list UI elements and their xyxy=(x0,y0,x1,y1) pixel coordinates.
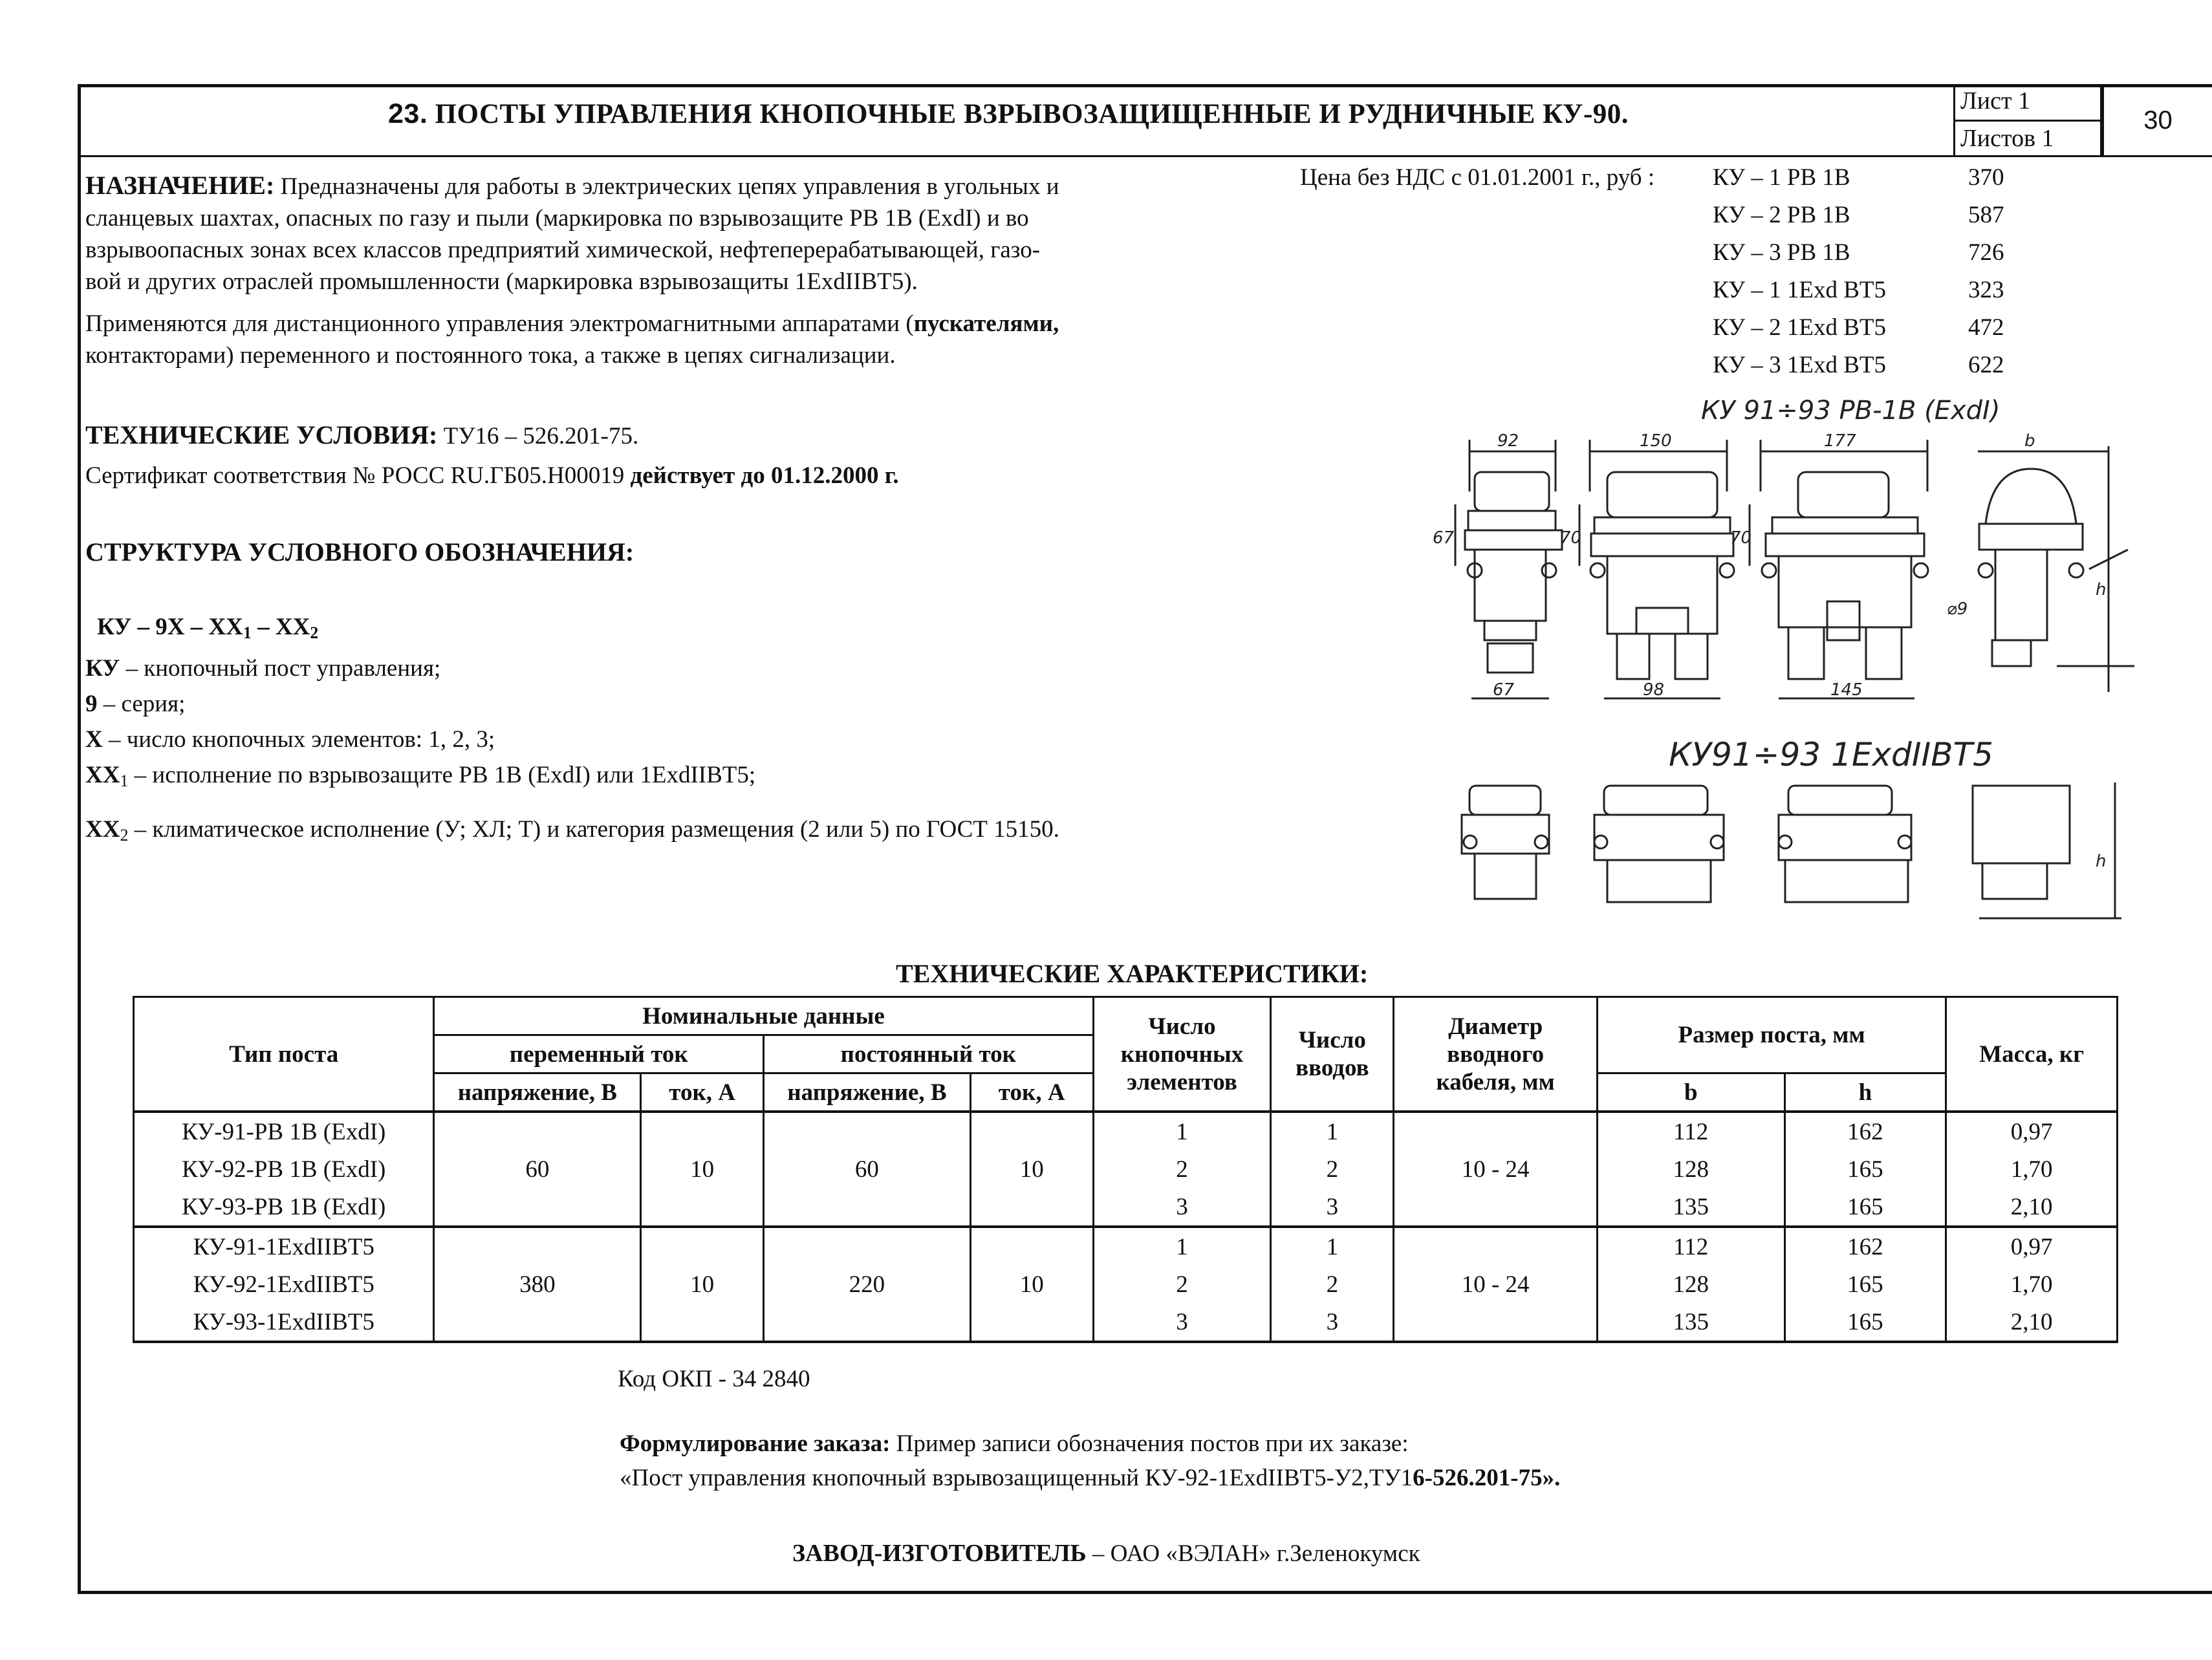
purpose-block xyxy=(85,169,1250,371)
dim-label: 92 xyxy=(1497,431,1519,451)
col-header-ac-voltage: напряжение, В xyxy=(434,1073,641,1112)
okp-code: Код ОКП - 34 2840 xyxy=(618,1366,810,1392)
specs-table xyxy=(133,996,2118,1343)
dim-label: 67 xyxy=(1493,680,1515,700)
col-header-ac-current: ток, А xyxy=(641,1073,764,1112)
col-header-buttons: Число кнопочных элементов xyxy=(1093,997,1271,1112)
col-header-inputs: Число вводов xyxy=(1271,997,1394,1112)
tech-conditions-label: ТЕХНИЧЕСКИЕ УСЛОВИЯ: xyxy=(85,420,438,449)
section-number: 23. xyxy=(388,98,428,129)
structure-heading: СТРУКТУРА УСЛОВНОГО ОБОЗНАЧЕНИЯ: xyxy=(85,537,634,566)
table-row: КУ-91-РВ 1В (ExdI) 60 10 60 10 1 1 10 - 24 112 162 0,97 xyxy=(134,1112,2118,1150)
order-block xyxy=(620,1428,1560,1494)
structure-item: $ХХ_2$ – климатическое исполнение (У; ХЛ; Т) и категория размещения (2 или 5) по ГОСТ 15150. xyxy=(85,816,1059,845)
price-item-name: КУ – 1 1Exd BT5 xyxy=(1713,277,1887,303)
manufacturer-label: ЗАВОД-ИЗГОТОВИТЕЛЬ xyxy=(792,1540,1087,1567)
manufacturer xyxy=(792,1538,1420,1569)
col-header-mass: Масса, кг xyxy=(1946,997,2118,1112)
price-item-value: 726 xyxy=(1968,239,2004,266)
purpose-line-2: сланцевых шахтах, опасных по газу и пыли (маркировка по взрывозащите РВ 1В (ExdI) и во xyxy=(85,205,1029,232)
table-row: КУ-91-1ExdIIBT5 380 10 220 10 1 1 10 - 24 112 162 0,97 xyxy=(134,1227,2118,1266)
dim-label: b xyxy=(2024,431,2035,451)
col-header-nominal: Номинальные данные xyxy=(434,997,1093,1035)
price-label: Цена без НДС с 01.01.2001 г., руб : xyxy=(1300,164,1655,191)
col-header-size: Размер поста, мм xyxy=(1597,997,1946,1073)
col-header-dc-voltage: напряжение, В xyxy=(764,1073,971,1112)
page-number: 30 xyxy=(2102,84,2212,157)
price-item-name: КУ – 1 РВ 1В xyxy=(1713,164,1850,191)
price-item-name: КУ – 2 РВ 1В xyxy=(1713,202,1850,228)
col-header-cable: Диаметр вводного кабеля, мм xyxy=(1394,997,1598,1112)
col-header-type: Тип поста xyxy=(134,997,434,1112)
dim-label: 150 xyxy=(1640,431,1672,451)
purpose-line-1: Предназначены для работы в электрических цепях управления в угольных и xyxy=(280,173,1059,200)
price-item-value: 370 xyxy=(1968,164,2004,191)
table-row: КУ-92-1ExdIIBT5 2 2 128 165 1,70 xyxy=(134,1266,2118,1303)
page-title xyxy=(388,98,1629,130)
table-caption: ТЕХНИЧЕСКИЕ ХАРАКТЕРИСТИКИ: xyxy=(896,959,1369,988)
dim-label: 70 xyxy=(1730,528,1752,548)
header-divider xyxy=(78,155,1953,157)
dim-label: 98 xyxy=(1643,680,1665,700)
price-item-value: 587 xyxy=(1968,202,2004,228)
structure-block xyxy=(85,609,1314,853)
certificate-validity: действует до 01.12.2000 г. xyxy=(630,462,899,489)
dim-label: 177 xyxy=(1824,431,1856,451)
drawing-caption-1: КУ 91÷93 РВ-1В (ExdI) xyxy=(1701,396,2001,426)
technical-drawing xyxy=(1410,420,2134,938)
purpose-line-3: взрывоопасных зонах всех классов предприятий химической, нефтеперерабатывающей, газо- xyxy=(85,237,1041,263)
price-list xyxy=(1713,159,2036,384)
col-header-dc: постоянный ток xyxy=(764,1035,1094,1073)
price-item-name: КУ – 2 1Exd BT5 xyxy=(1713,314,1887,341)
usage-line-2: контакторами) переменного и постоянного тока, а также в цепях сигнализации. xyxy=(85,342,896,369)
table-row: КУ-93-РВ 1В (ExdI) 3 3 135 165 2,10 xyxy=(134,1188,2118,1227)
col-header-b: b xyxy=(1597,1073,1784,1112)
title-text: ПОСТЫ УПРАВЛЕНИЯ КНОПОЧНЫЕ ВЗРЫВОЗАЩИЩЕННЫЕ И РУДНИЧНЫЕ КУ-90. xyxy=(435,99,1629,129)
manufacturer-text: – ОАО «ВЭЛАН» г.Зеленокумск xyxy=(1086,1540,1420,1567)
structure-item: Х – число кнопочных элементов: 1, 2, 3; xyxy=(85,726,495,753)
drawing-caption-2: КУ91÷93 1ExdIIBT5 xyxy=(1669,736,1993,773)
price-item-name: КУ – 3 РВ 1В xyxy=(1713,239,1850,266)
sheet-label: Лист 1 xyxy=(1953,84,2102,122)
usage-line-1a: Применяются для дистанционного управления электромагнитными аппаратами ( xyxy=(85,310,914,337)
price-item-value: 622 xyxy=(1968,352,2004,378)
price-item-name: КУ – 3 1Exd BT5 xyxy=(1713,352,1887,378)
structure-item: 9 – серия; xyxy=(85,691,186,717)
col-header-ac: переменный ток xyxy=(434,1035,764,1073)
order-example: «Пост управления кнопочный взрывозащищенный КУ-92-1ExdIIBT5-У2,ТУ1 xyxy=(620,1465,1413,1491)
tech-conditions-value: ТУ16 – 526.201-75. xyxy=(443,423,639,449)
dim-label: 70 xyxy=(1560,528,1582,548)
dim-label: 67 xyxy=(1433,528,1455,548)
tech-conditions xyxy=(85,419,1314,491)
order-text: Пример записи обозначения постов при их заказе: xyxy=(890,1430,1409,1457)
table-row: КУ-92-РВ 1В (ExdI) 2 2 128 165 1,70 xyxy=(134,1150,2118,1188)
price-item-value: 472 xyxy=(1968,314,2004,341)
structure-code: КУ – $9Х - ХХ_1 - ХХ_2$ xyxy=(97,614,319,642)
price-item-value: 323 xyxy=(1968,277,2004,303)
purpose-line-4: вой и других отраслей промышленности (маркировка взрывозащиты 1ExdIIBT5). xyxy=(85,268,918,295)
usage-line-1b: пускателями, xyxy=(913,310,1059,337)
table-row: КУ-93-1ExdIIBT5 3 3 135 165 2,10 xyxy=(134,1303,2118,1342)
price-block xyxy=(1300,159,1654,197)
col-header-h: h xyxy=(1784,1073,1946,1112)
sheets-total-label: Листов 1 xyxy=(1953,120,2102,157)
col-header-dc-current: ток, А xyxy=(970,1073,1093,1112)
order-example-bold: 6-526.201-75». xyxy=(1413,1465,1561,1491)
purpose-label: НАЗНАЧЕНИЕ: xyxy=(85,171,275,200)
certificate-text: Сертификат соответствия № РОСС RU.ГБ05.Н00019 xyxy=(85,462,625,489)
structure-item: КУ – кнопочный пост управления; xyxy=(85,655,441,682)
order-label: Формулирование заказа: xyxy=(620,1430,891,1457)
structure-item: $ХХ_1$ – исполнение по взрывозащите РВ 1В (ExdI) или 1ExdIIBT5; xyxy=(85,762,756,790)
dim-label: h xyxy=(2096,852,2107,871)
dim-label: h xyxy=(2096,580,2107,599)
dim-label: 145 xyxy=(1830,680,1863,700)
dim-label: ⌀9 xyxy=(1947,599,1968,619)
